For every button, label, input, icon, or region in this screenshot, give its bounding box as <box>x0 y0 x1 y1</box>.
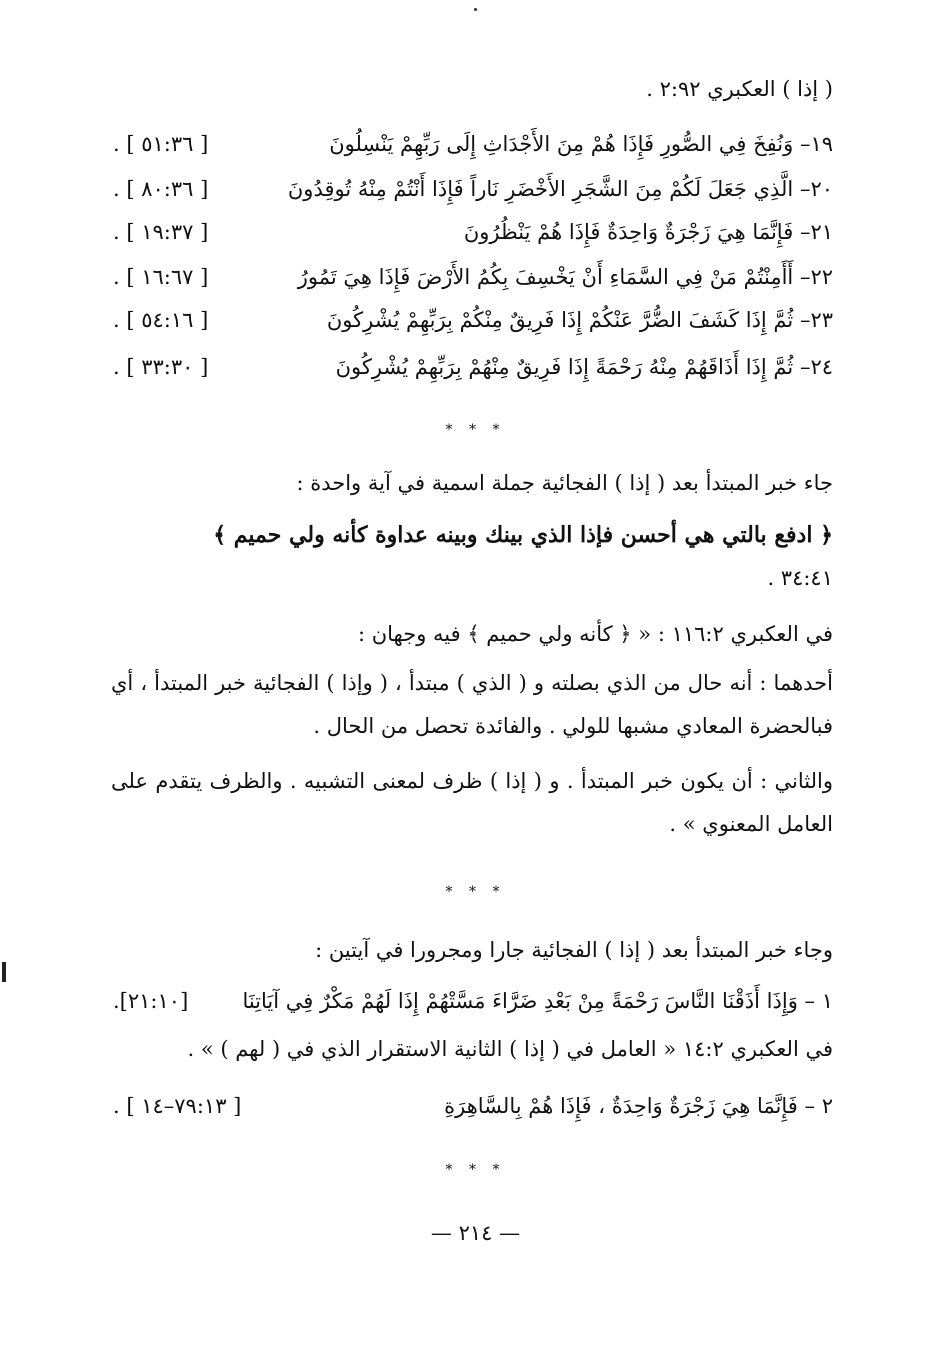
verse-reference: [ ٣٣:٣٠ ] . <box>113 355 209 379</box>
akbari-citation: في العكبري ١١٦:٢ : « ﴿ كأنه ولي حميم ﴾ فيه وجهان : <box>357 622 833 646</box>
verse-text: فَإِنَّمَا هِيَ زَجْرَةٌ وَاحِدَةٌ ، فَإِذَا هُمْ بِالسَّاهِرَةِ <box>444 1094 798 1118</box>
akbari-note: في العكبري ١٤:٢ « العامل في ( إذا ) الثانية الاستقرار الذي في ( لهم ) » . <box>187 1037 833 1061</box>
page-number: — ٢١٤ — <box>430 1221 521 1245</box>
verse-reference: [ ٥٤:١٦ ] . <box>113 308 209 332</box>
section1-verse: ﴿ ادفع بالتي هي أحسن فإذا الذي بينك وبينه عداوة كأنه ولي حميم ﴾ <box>213 522 833 548</box>
verse-text: ثُمَّ إِذَا أَذَاقَهُمْ مِنْهُ رَحْمَةً إِذَا فَرِيقٌ مِنْهُمْ بِرَبِّهِمْ يُشْرِكُونَ <box>335 355 794 379</box>
verse-text: أَأَمِنْتُمْ مَنْ فِي السَّمَاءِ أَنْ يَخْسِفَ بِكُمُ الأَرْضَ فَإِذَا هِيَ تَمُورُ <box>297 265 794 289</box>
top-reference: ( إذا ) العكبري ٢:٩٢ . <box>646 77 833 101</box>
verse-number: ٢١– <box>799 220 833 244</box>
second-aspect-paragraph: والثاني : أن يكون خبر المبتدأ . و ( إذا ) ظرف لمعنى التشبيه . والظرف يتقدم على العامل المعنوي » . <box>111 769 833 836</box>
verse-reference: [ ٧٩:١٣–١٤ ] . <box>113 1094 242 1118</box>
verse-number: ١٩– <box>799 132 833 156</box>
verse-20 <box>113 174 833 204</box>
verse-23 <box>113 305 833 335</box>
scan-speck <box>474 8 477 11</box>
verse-text: وَإِذَا أَذَقْنَا النَّاسَ رَحْمَةً مِنْ بَعْدِ ضَرَّاءَ مَسَّتْهُمْ إِذَا لَهُمْ مَكْرٌ فِي آيَاتِنَا <box>242 989 798 1013</box>
section2-item-1 <box>113 986 833 1016</box>
item-number: ١ – <box>804 989 833 1013</box>
verse-text: فَإِنَّمَا هِيَ زَجْرَةٌ وَاحِدَةٌ فَإِذَا هُمْ يَنْظُرُونَ <box>463 220 794 244</box>
scan-edge-mark <box>2 962 6 982</box>
verse-text: وَنُفِخَ فِي الصُّورِ فَإِذَا هُمْ مِنَ الأَجْدَاثِ إِلَى رَبِّهِمْ يَنْسِلُونَ <box>329 132 794 156</box>
verse-reference: [ ١٩:٣٧ ] . <box>113 220 209 244</box>
verse-reference: [ ٥١:٣٦ ] . <box>113 132 209 156</box>
item-number: ٢ – <box>804 1094 833 1118</box>
verse-reference: [ ١٦:٦٧ ] . <box>113 265 209 289</box>
verse-number: ٢٠– <box>799 177 833 201</box>
verse-number: ٢٢– <box>799 265 833 289</box>
verse-19 <box>113 129 833 159</box>
section-separator: * * * <box>445 422 506 438</box>
verse-reference: [ ٨٠:٣٦ ] . <box>113 177 209 201</box>
verse-21 <box>113 217 833 247</box>
section1-intro: جاء خبر المبتدأ بعد ( إذا ) الفجائية جملة اسمية في آية واحدة : <box>296 471 833 495</box>
verse-reference: [٢١:١٠]. <box>113 989 189 1013</box>
section2-item-2 <box>113 1091 833 1121</box>
verse-text: الَّذِي جَعَلَ لَكُمْ مِنَ الشَّجَرِ الأَخْضَرِ نَاراً فَإِذَا أَنْتُمْ مِنْهُ تُوقِدُونَ <box>287 177 794 201</box>
verse-number: ٢٤– <box>799 355 833 379</box>
verse-text: ثُمَّ إِذَا كَشَفَ الضُّرَّ عَنْكُمْ إِذَا فَرِيقٌ مِنْكُمْ بِرَبِّهِمْ يُشْرِكُونَ <box>326 308 794 332</box>
verse-number: ٢٣– <box>799 308 833 332</box>
section1-verse-reference: ٣٤:٤١ . <box>767 566 833 590</box>
section-separator: * * * <box>445 884 506 900</box>
section2-intro: وجاء خبر المبتدأ بعد ( إذا ) الفجائية جارا ومجرورا في آيتين : <box>315 938 833 962</box>
verse-22 <box>113 262 833 292</box>
first-aspect-paragraph: أحدهما : أنه حال من الذي بصلته و ( الذي ) مبتدأ ، ( وإذا ) الفجائية خبر المبتدأ ، أي فبالحضرة المعادي مشبها للولي . والفائدة تحصل من الحال . <box>111 671 833 738</box>
verse-24 <box>113 352 833 382</box>
section-separator: * * * <box>445 1162 506 1178</box>
